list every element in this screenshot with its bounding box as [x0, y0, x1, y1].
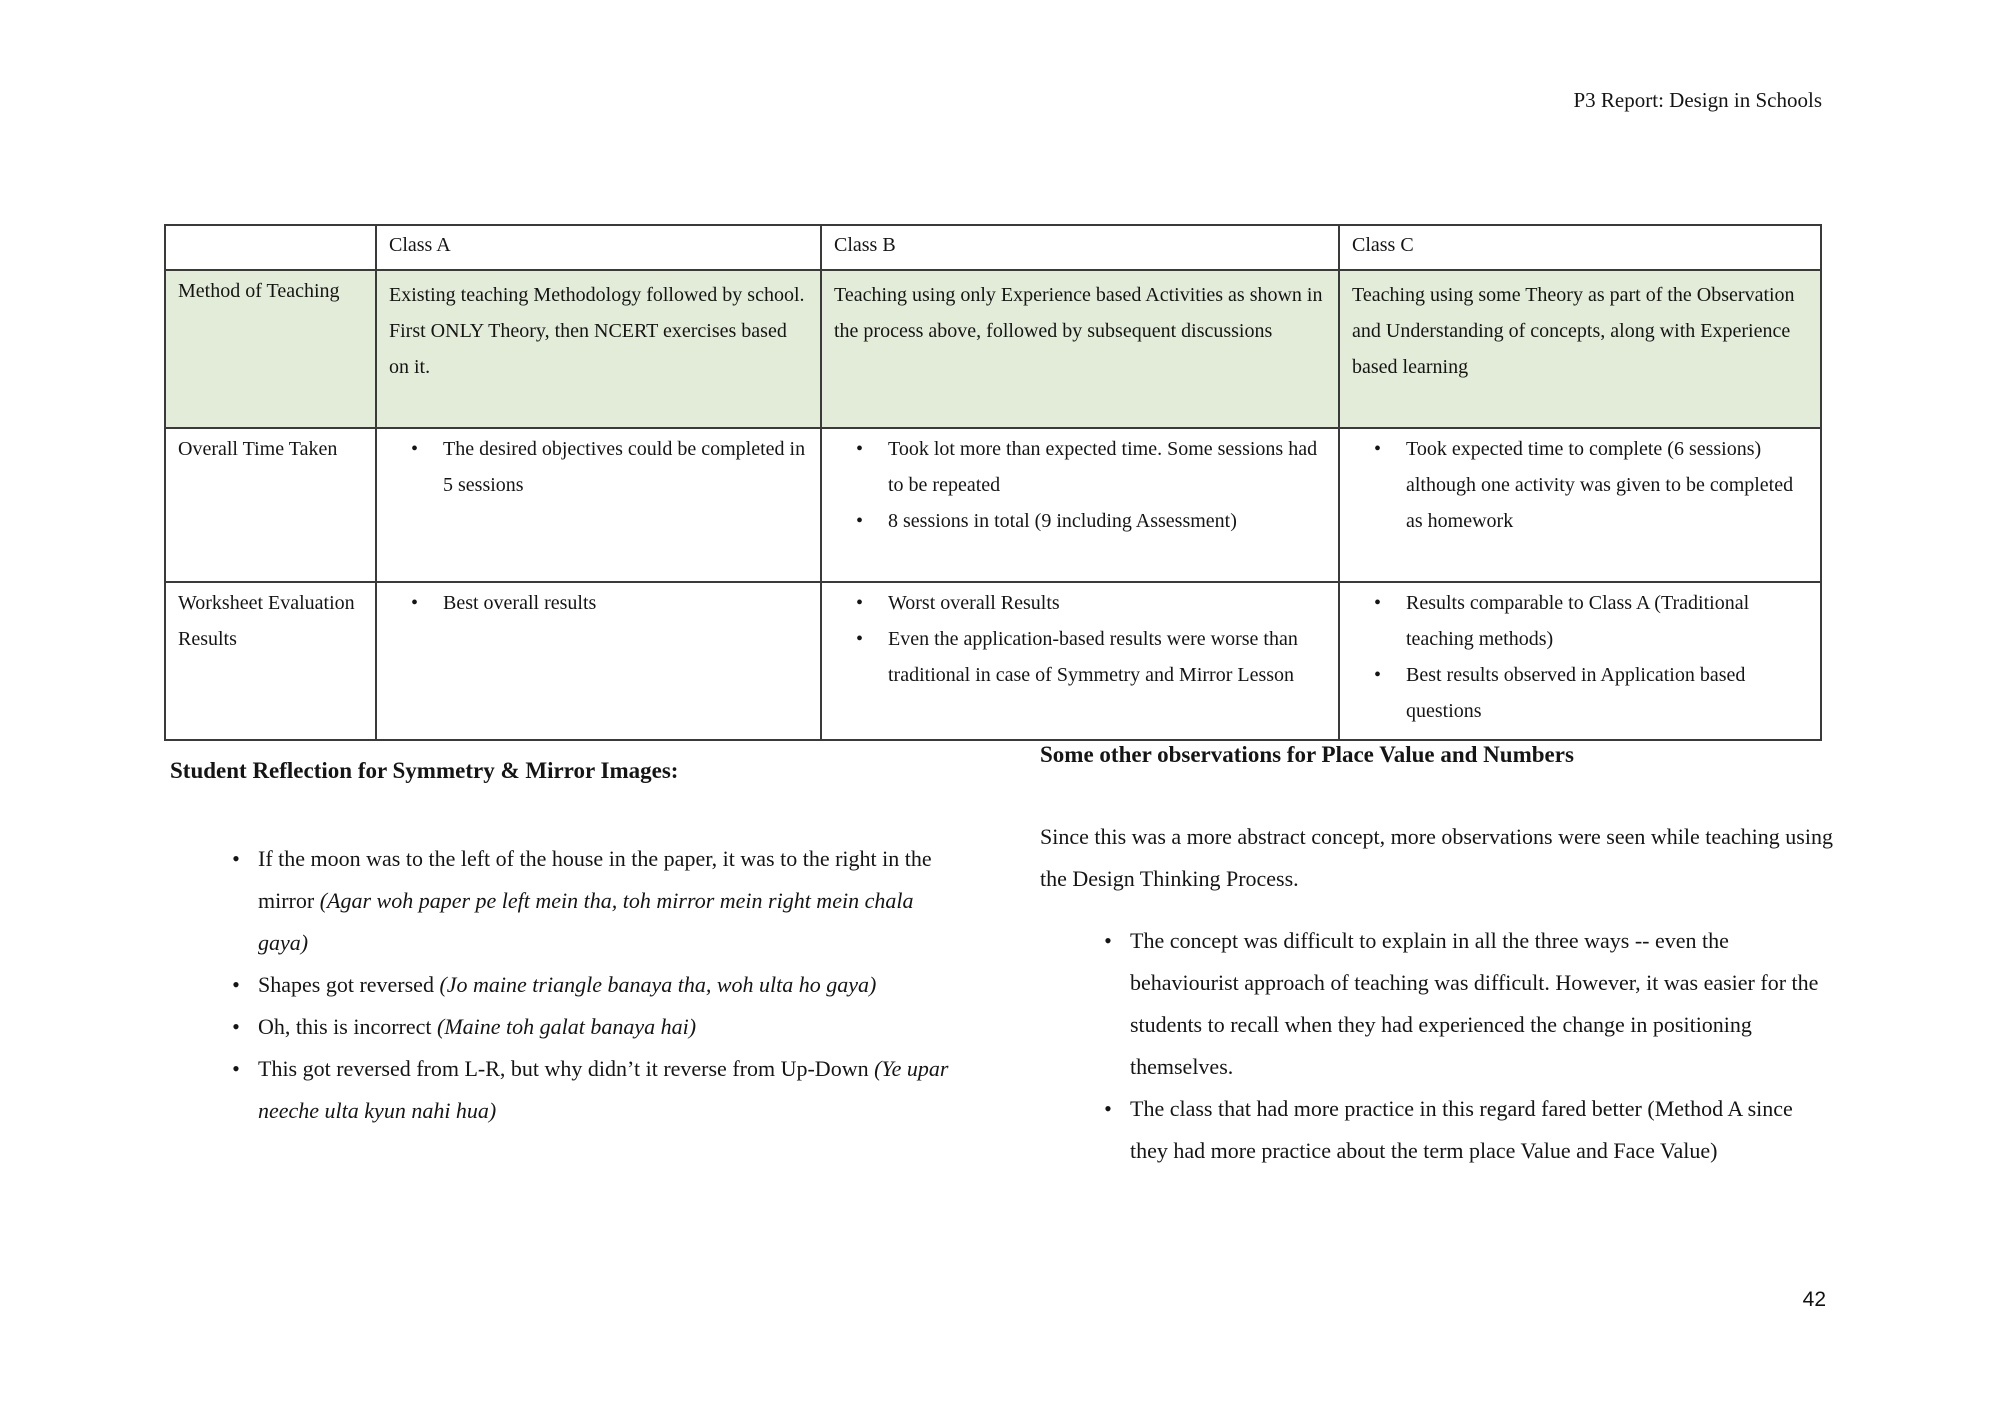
bullet-plain-text: Shapes got reversed: [258, 972, 440, 997]
bullet-marker: •: [1374, 664, 1382, 686]
bullet-item: [834, 585, 1328, 621]
bullet-italic-text: (Jo maine triangle banaya tha, woh ulta ho gaya): [439, 972, 877, 997]
bullet-text: Worst overall Results: [888, 592, 1060, 614]
observations-intro: Since this was a more abstract concept, more observations were seen while teaching using the Design Thinking Process.: [1040, 824, 1833, 891]
observations-heading: Some other observations for Place Value and Numbers: [1040, 742, 1574, 767]
table-header-row: [165, 225, 1821, 270]
bullet-text: [258, 1048, 962, 1132]
bullet-italic-text: (Maine toh galat banaya hai): [437, 1014, 697, 1039]
table-cell: [821, 428, 1339, 582]
row-label: Overall Time Taken: [165, 428, 376, 582]
table-cell: [1339, 428, 1821, 582]
table-cell: [821, 582, 1339, 740]
page-header: [1573, 88, 1822, 113]
bullet-text: Best overall results: [443, 592, 597, 614]
bullet-marker: •: [856, 592, 864, 614]
column-header-class-a: Class A: [376, 225, 821, 270]
cell-text: Teaching using some Theory as part of the Observation and Understanding of concepts, along with Experience based learning: [1352, 284, 1795, 378]
bullet-item: [1352, 431, 1810, 539]
bullet-text: Took lot more than expected time. Some sessions had to be repeated: [888, 438, 1318, 496]
bullet-item: [834, 503, 1328, 539]
table-row: [165, 270, 1821, 428]
bullet-item: [212, 964, 962, 1006]
reflection-bullet-list: [164, 838, 962, 1132]
other-observations-section: [1040, 742, 1836, 1172]
bullet-item: [212, 1048, 962, 1132]
student-reflection-section: [164, 742, 962, 1172]
bullet-item: [1084, 920, 1836, 1088]
table-cell: [1339, 582, 1821, 740]
bullet-marker: •: [1104, 928, 1112, 953]
bullet-item: [834, 621, 1328, 693]
bullet-marker: •: [411, 438, 419, 460]
table-row: [165, 582, 1821, 740]
column-header-class-b: Class B: [821, 225, 1339, 270]
header-title: P3 Report: Design in Schools: [1573, 88, 1822, 112]
bullet-text: [258, 1006, 696, 1048]
bullet-text: Results comparable to Class A (Traditional teaching methods): [1406, 592, 1750, 650]
bullet-italic-text: (Ye upar neeche ulta kyun nahi hua): [258, 1056, 949, 1123]
table-cell: [376, 270, 821, 428]
bullet-item: [389, 431, 810, 503]
bullet-item: [212, 838, 962, 964]
bullet-marker: •: [232, 1014, 240, 1039]
bullet-marker: •: [232, 1056, 240, 1081]
student-reflection-heading: Student Reflection for Symmetry & Mirror Images:: [170, 758, 679, 783]
row-label: Worksheet Evaluation Results: [165, 582, 376, 740]
bullet-text: [258, 838, 962, 964]
corner-cell: [165, 225, 376, 270]
table-cell: [376, 582, 821, 740]
bullet-plain-text: Oh, this is incorrect: [258, 1014, 438, 1039]
bullet-marker: •: [1374, 592, 1382, 614]
bullet-marker: •: [856, 628, 864, 650]
table-cell: [821, 270, 1339, 428]
column-header-class-c: Class C: [1339, 225, 1821, 270]
bullet-plain-text: This got reversed from L-R, but why didn’t it reverse from Up-Down: [258, 1056, 875, 1081]
comparison-table: [164, 224, 1822, 741]
bullet-marker: •: [1374, 438, 1382, 460]
bullet-text: Took expected time to complete (6 sessions) although one activity was given to be completed as homework: [1406, 438, 1794, 532]
bullet-item: [1352, 657, 1810, 729]
bullet-marker: •: [232, 846, 240, 871]
row-label: Method of Teaching: [165, 270, 376, 428]
bullet-plain-text: If the moon was to the left of the house in the paper, it was to the right in the mirror: [258, 846, 932, 913]
bullet-marker: •: [856, 438, 864, 460]
header-row: [165, 225, 1821, 270]
bullet-item: [212, 1006, 962, 1048]
bullet-marker: •: [1104, 1096, 1112, 1121]
two-column-section: [164, 742, 1836, 1172]
bullet-text: The class that had more practice in this regard fared better (Method A since they had more practice about the term place Value and Face Value): [1130, 1096, 1793, 1163]
bullet-text: Best results observed in Application based questions: [1406, 664, 1746, 722]
bullet-marker: •: [232, 972, 240, 997]
bullet-item: [1084, 1088, 1836, 1172]
bullet-italic-text: (Agar woh paper pe left mein tha, toh mirror mein right mein chala gaya): [258, 888, 914, 955]
bullet-text: The concept was difficult to explain in all the three ways -- even the behaviourist approach of teaching was difficult. However, it was easier for the students to recall when they had experienced the change in positioning themselves.: [1130, 928, 1819, 1079]
bullet-text: 8 sessions in total (9 including Assessment): [888, 510, 1237, 532]
table-cell: [376, 428, 821, 582]
page-number: 42: [1802, 1288, 1826, 1311]
table-body: [165, 270, 1821, 740]
bullet-marker: •: [411, 592, 419, 614]
bullet-item: [834, 431, 1328, 503]
bullet-marker: •: [856, 510, 864, 532]
observations-bullet-list: [1040, 920, 1836, 1172]
cell-text: Teaching using only Experience based Activities as shown in the process above, followed by subsequent discussions: [834, 284, 1323, 342]
bullet-text: Even the application-based results were worse than traditional in case of Symmetry and Mirror Lesson: [888, 628, 1298, 686]
table-row: [165, 428, 1821, 582]
bullet-item: [1352, 585, 1810, 657]
table-cell: [1339, 270, 1821, 428]
bullet-text: The desired objectives could be completed in 5 sessions: [443, 438, 806, 496]
cell-text: Existing teaching Methodology followed by school. First ONLY Theory, then NCERT exercises based on it.: [389, 284, 805, 378]
bullet-text: [258, 964, 876, 1006]
bullet-item: [389, 585, 810, 621]
